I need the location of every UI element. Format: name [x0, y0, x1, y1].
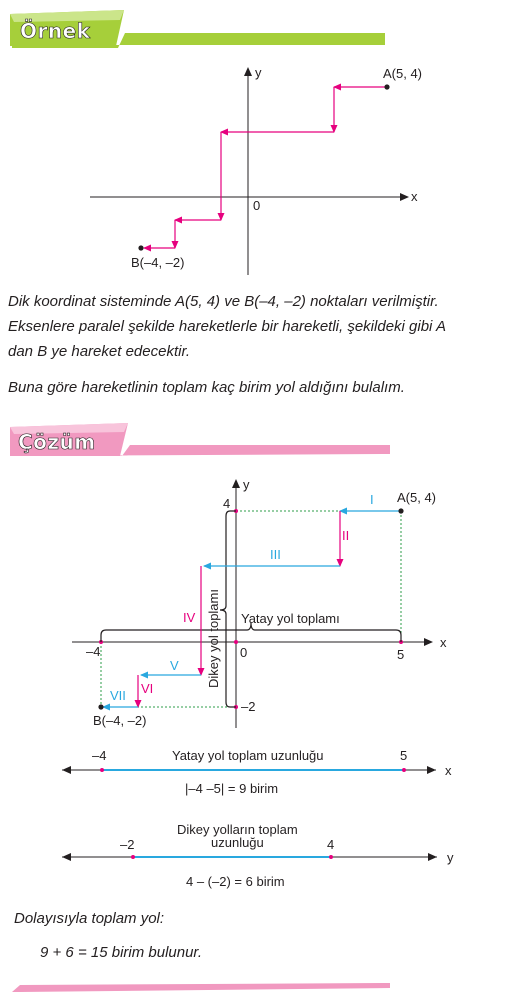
vline-axis: y: [447, 850, 454, 865]
example-origin: 0: [253, 198, 261, 213]
conclusion-line-2: 9 + 6 = 15 birim bulunur.: [40, 944, 203, 961]
bottom-divider: [0, 980, 517, 996]
solution-tick-x-left: –4: [86, 644, 101, 659]
solution-axis-y: y: [243, 477, 250, 492]
problem-text: [8, 289, 513, 364]
solution-point-b: B(–4, –2): [93, 713, 147, 728]
step-label-ii: II: [342, 528, 350, 543]
problem-line-2: Eksenlere paralel şekilde hareketlerle bir hareketli, şekildeki gibi A: [8, 318, 446, 335]
step-label-i: I: [370, 492, 374, 507]
step-label-iii: III: [270, 547, 281, 562]
step-label-vii: VII: [110, 688, 126, 703]
hline-tick-left: –4: [92, 748, 107, 763]
solution-origin: 0: [240, 645, 248, 660]
vline-title-1: Dikey yolların toplam: [177, 822, 298, 837]
problem-line-3: dan B ye hareket edecektir.: [8, 343, 191, 360]
problem-line-1: Dik koordinat sisteminde A(5, 4) ve B(–4, –2) noktaları verilmiştir.: [8, 293, 439, 310]
example-axis-x: x: [411, 189, 418, 204]
solution-graph: [0, 470, 517, 735]
step-label-iv: IV: [183, 610, 196, 625]
solution-point-a: A(5, 4): [397, 490, 437, 505]
problem-question: Buna göre hareketlinin toplam kaç birim yol aldığını bulalım.: [8, 379, 405, 396]
hline-title: Yatay yol toplam uzunluğu: [172, 748, 324, 763]
conclusion-line-1: Dolayısıyla toplam yol:: [14, 910, 165, 927]
solution-axis-x: x: [440, 635, 447, 650]
horizontal-total-label: Yatay yol toplamı: [241, 611, 340, 626]
vline-tick-right: 4: [327, 837, 335, 852]
vline-title-2: uzunluğu: [211, 835, 264, 850]
solution-title: Çözüm: [18, 430, 96, 454]
example-point-a: A(5, 4): [383, 66, 423, 81]
step-label-vi: VI: [141, 681, 154, 696]
solution-tick-x-right: 5: [397, 647, 405, 662]
hline-result: |–4 –5| = 9 birim: [185, 781, 279, 796]
example-axis-y: y: [255, 65, 262, 80]
horizontal-number-line: [0, 740, 517, 800]
vline-tick-left: –2: [120, 837, 135, 852]
hline-tick-right: 5: [400, 748, 408, 763]
vertical-number-line: [0, 818, 517, 893]
example-graph: [0, 55, 517, 280]
vertical-total-label: Dikey yol toplamı: [206, 589, 221, 688]
example-title: Örnek: [20, 19, 91, 43]
solution-tick-y-bottom: –2: [241, 699, 256, 714]
hline-axis: x: [445, 763, 452, 778]
vline-result: 4 – (–2) = 6 birim: [186, 874, 285, 889]
example-point-b: B(–4, –2): [131, 255, 185, 270]
step-label-v: V: [170, 658, 179, 673]
solution-tick-y-top: 4: [223, 496, 231, 511]
